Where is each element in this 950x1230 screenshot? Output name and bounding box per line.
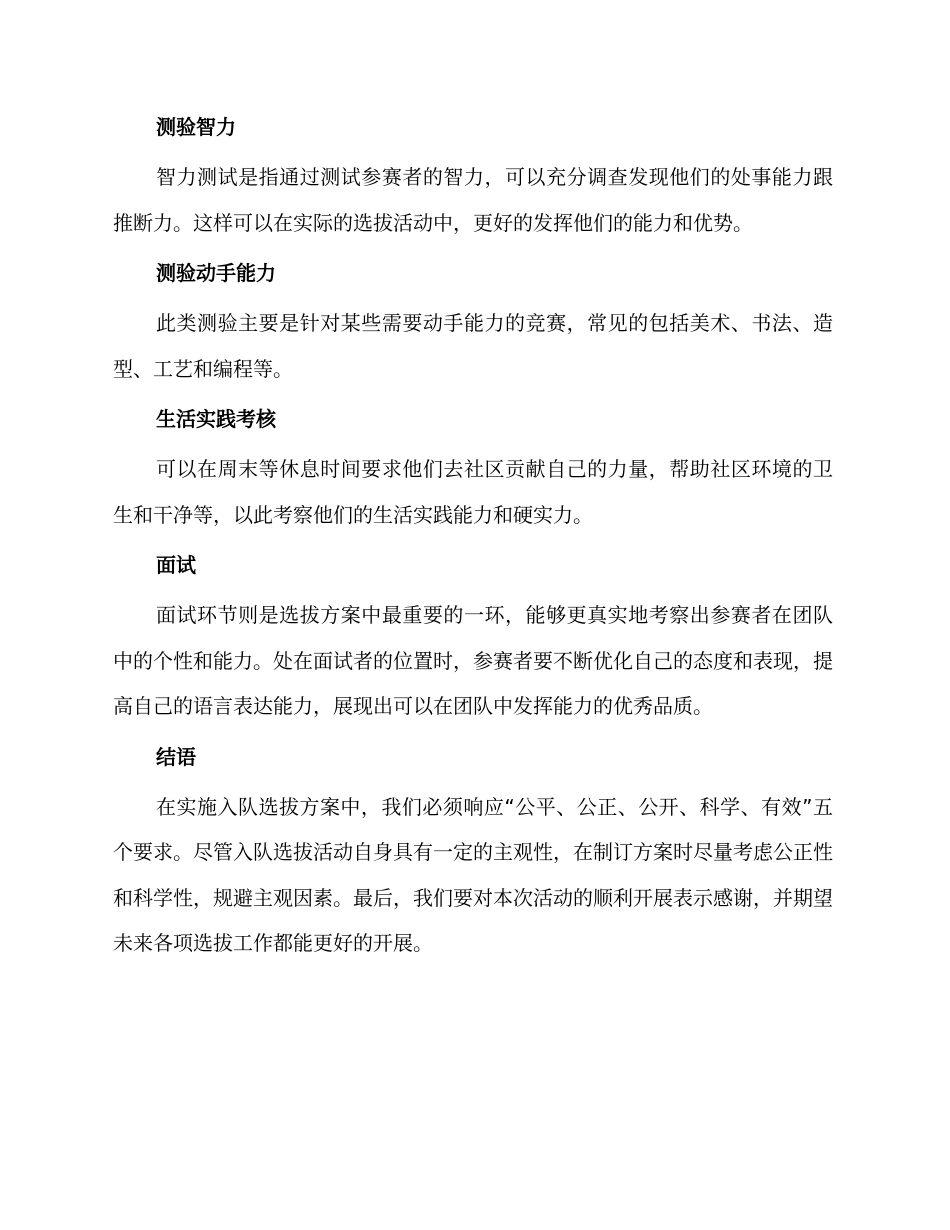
section-hands-on-test xyxy=(113,250,833,392)
section-heading: 测验智力 xyxy=(156,115,236,139)
section-intelligence-test xyxy=(113,104,833,246)
section-paragraph: 此类测验主要是针对某些需要动手能力的竞赛，常见的包括美术、书法、造型、工艺和编程等。 xyxy=(113,311,833,381)
section-conclusion xyxy=(113,734,833,967)
document-page xyxy=(113,104,833,971)
section-paragraph: 在实施入队选拔方案中，我们必须响应“公平、公正、公开、科学、有效”五个要求。尽管入队选拔活动自身具有一定的主观性，在制订方案时尽量考虑公正性和科学性，规避主观因素。最后，我们要对本次活动的顺利开展表示感谢，并期望未来各项选拔工作都能更好的开展。 xyxy=(113,794,833,955)
section-heading: 测验动手能力 xyxy=(156,261,276,285)
section-paragraph: 可以在周末等休息时间要求他们去社区贡献自己的力量，帮助社区环境的卫生和干净等，以此考察他们的生活实践能力和硬实力。 xyxy=(113,457,833,527)
section-heading: 面试 xyxy=(156,553,196,577)
section-paragraph: 智力测试是指通过测试参赛者的智力，可以充分调查发现他们的处事能力跟推断力。这样可以在实际的选拔活动中，更好的发挥他们的能力和优势。 xyxy=(113,165,833,235)
section-heading: 生活实践考核 xyxy=(156,407,276,431)
section-paragraph: 面试环节则是选拔方案中最重要的一环，能够更真实地考察出参赛者在团队中的个性和能力。处在面试者的位置时，参赛者要不断优化自己的态度和表现，提高自己的语言表达能力，展现出可以在团队中发挥能力的优秀品质。 xyxy=(113,603,833,718)
section-life-practice xyxy=(113,396,833,538)
section-heading: 结语 xyxy=(156,744,196,769)
section-interview xyxy=(113,542,833,730)
